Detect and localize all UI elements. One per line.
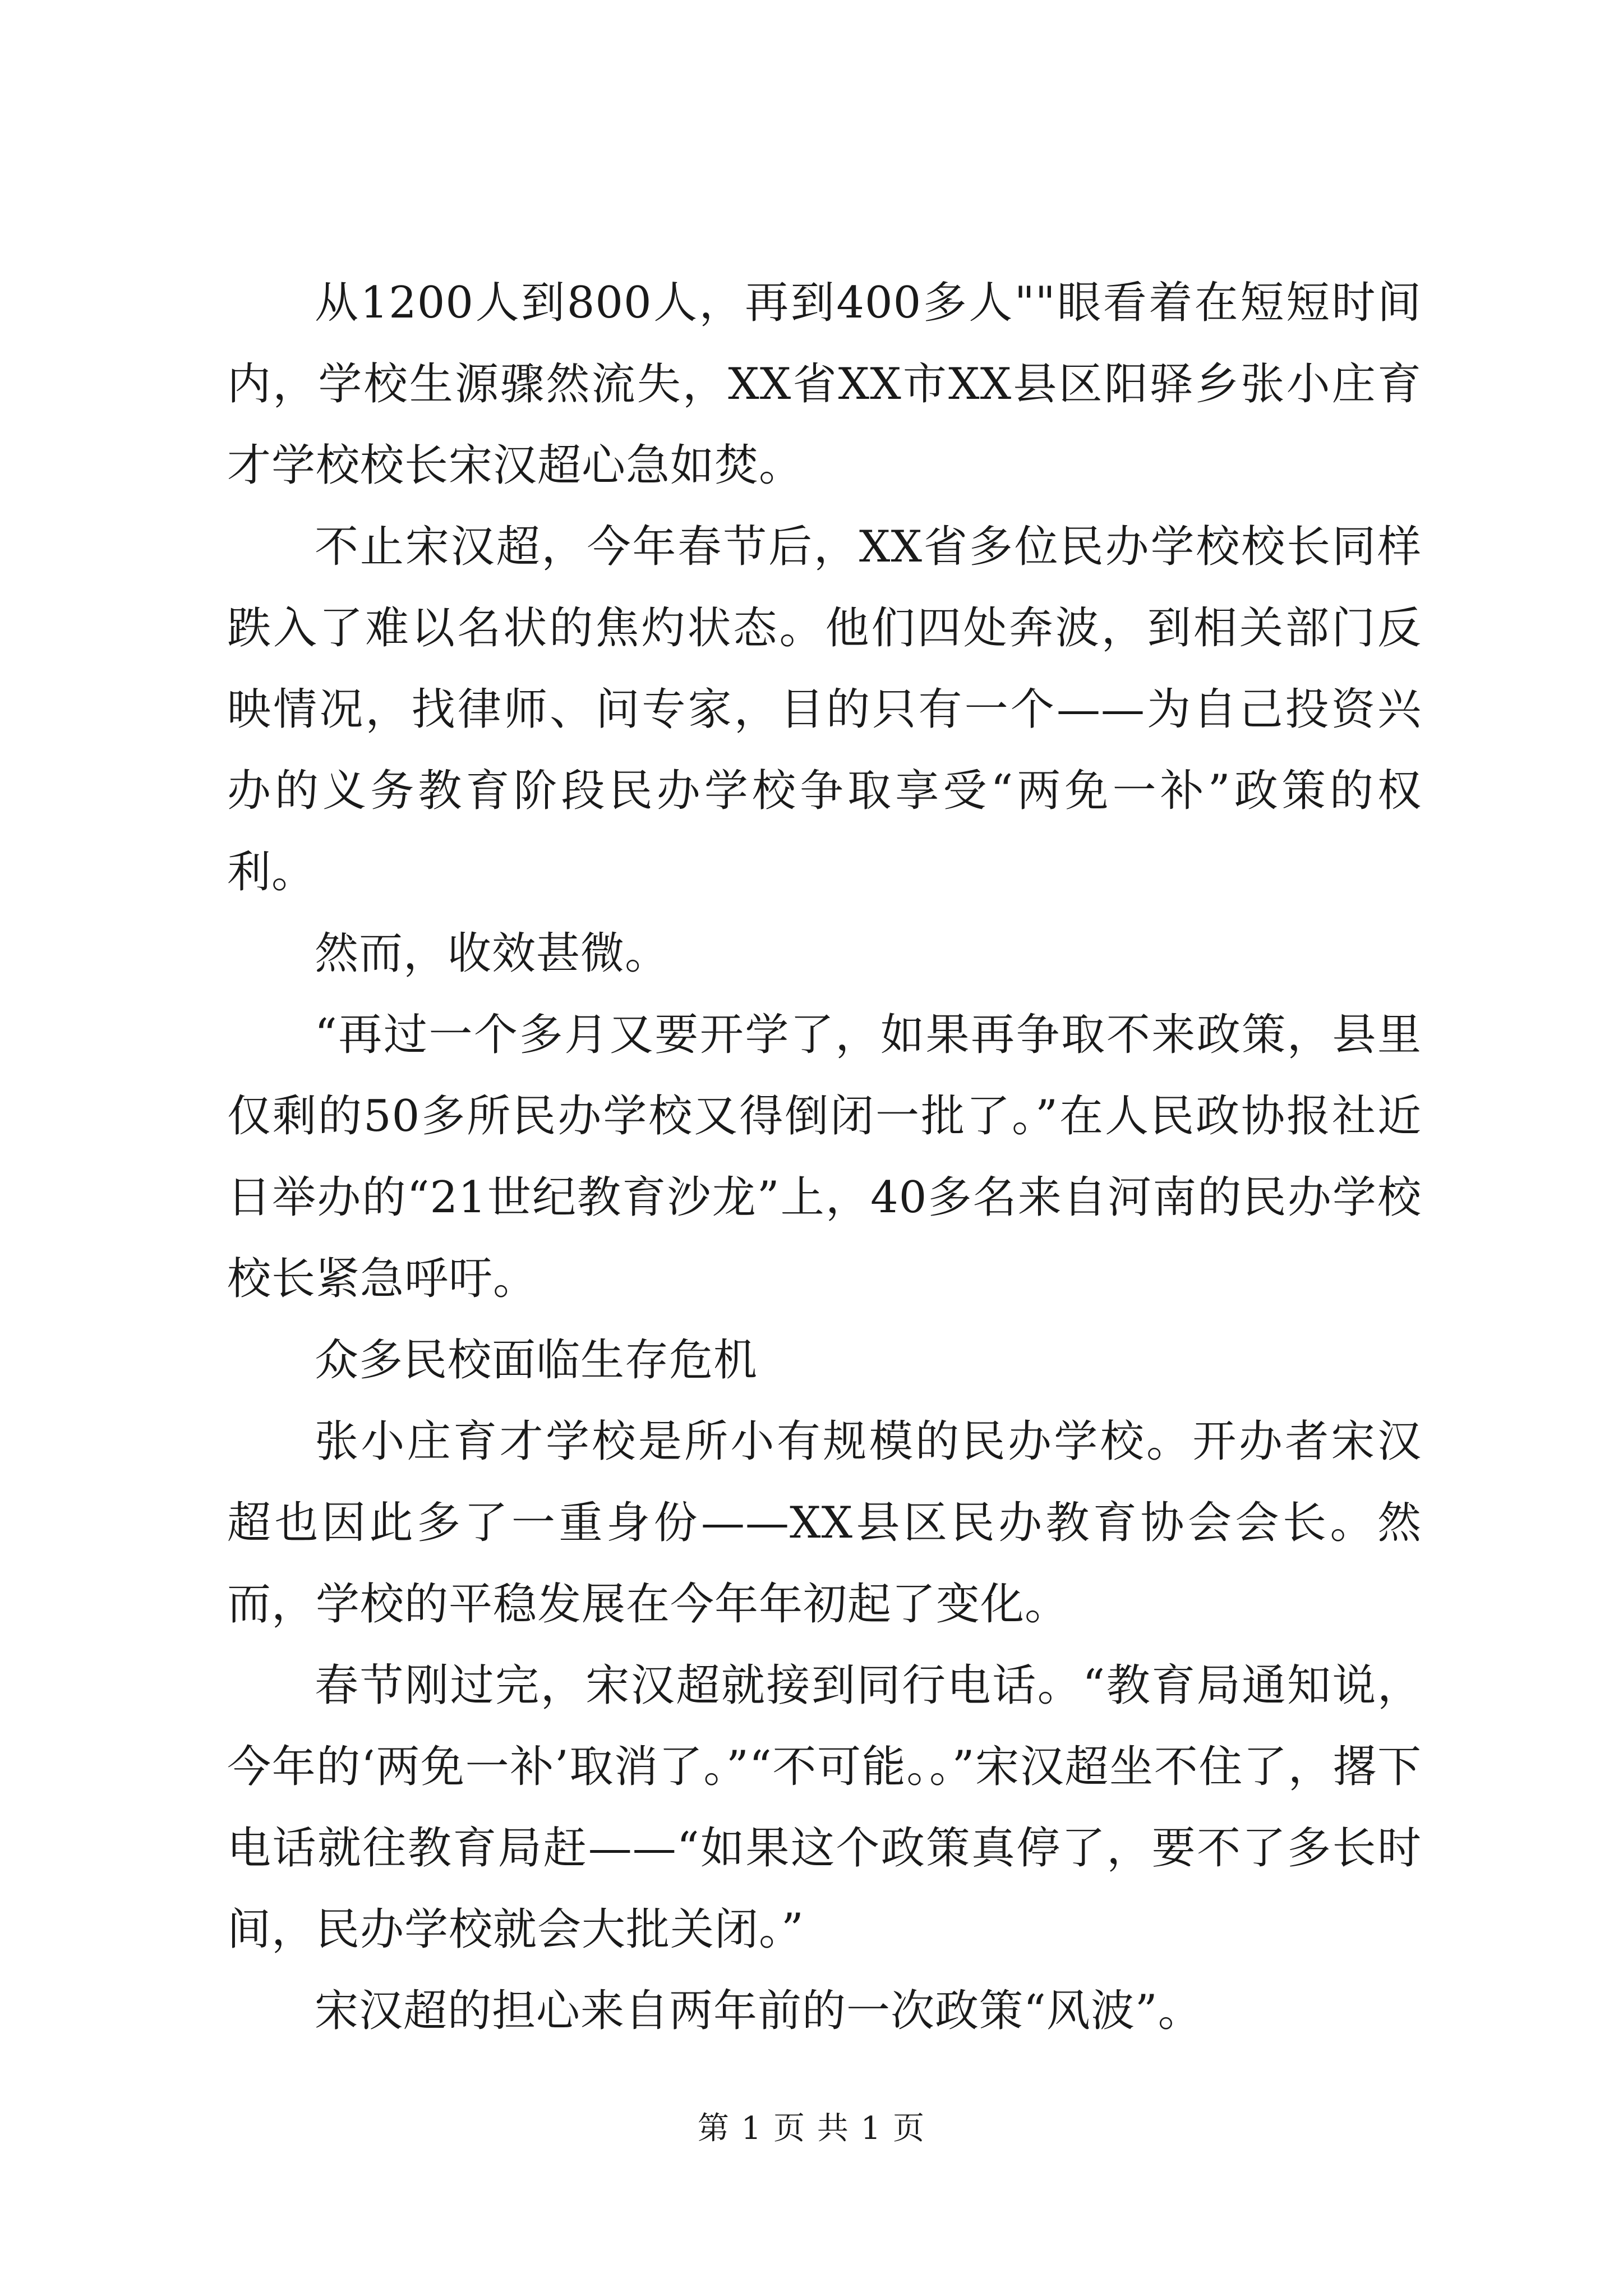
paragraph-6: 张小庄育才学校是所小有规模的民办学校。开办者宋汉超也因此多了一重身份——XX县区民办教育协会会长。然而，学校的平稳发展在今年年初起了变化。 <box>227 1416 1422 1630</box>
paragraph-8: 宋汉超的担心来自两年前的一次政策“风波”。 <box>315 1986 1202 2036</box>
page-footer <box>0 2106 1623 2151</box>
section-heading: 众多民校面临生存危机 <box>315 1335 758 1386</box>
paragraph-7: 春节刚过完，宋汉超就接到同行电话。“教育局通知说，今年的‘两免一补’取消了。”“不可能。。”宋汉超坐不住了，撂下电话就往教育局赶——“如果这个政策真停了，要不了多长时间，民办学校就会大批关闭。” <box>227 1660 1422 1955</box>
paragraph-2: 不止宋汉超，今年春节后，XX省多位民办学校校长同样跌入了难以名状的焦灼状态。他们四处奔波，到相关部门反映情况，找律师、问专家，目的只有一个——为自己投资兴办的义务教育阶段民办学校争取享受“两免一补”政策的权利。 <box>227 522 1422 898</box>
paragraph-3: 然而，收效甚微。 <box>315 928 670 979</box>
paragraph-4: “再过一个多月又要开学了，如果再争取不来政策，县里仅剩的50多所民办学校又得倒闭一批了。”在人民政协报社近日举办的“21世纪教育沙龙”上，40多名来自河南的民办学校校长紧急呼吁。 <box>227 1010 1422 1304</box>
document-body <box>227 263 1422 2052</box>
page-indicator: 第 1 页 共 1 页 <box>697 2110 926 2147</box>
paragraph-1: 从1200人到800人，再到400多人""眼看着在短短时间内，学校生源骤然流失，XX省XX市XX县区阳驿乡张小庄育才学校校长宋汉超心急如焚。 <box>227 278 1422 491</box>
